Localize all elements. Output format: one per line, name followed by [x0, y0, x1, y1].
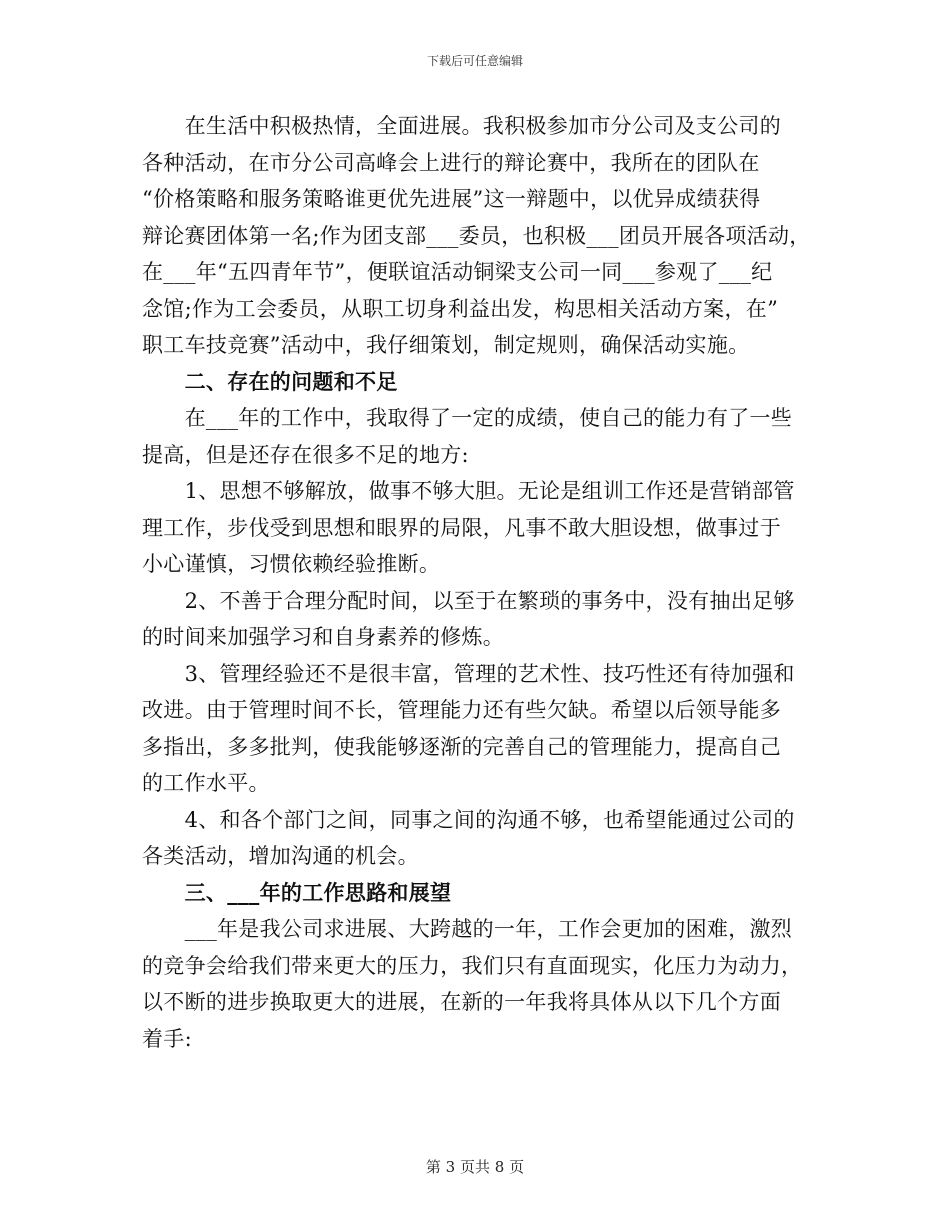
- text-line: 辩论赛团体第一名;作为团支部___委员，也积极___团员开展各项活动，: [142, 223, 811, 248]
- document-body: [142, 108, 812, 1057]
- text-line: 的工作水平。: [142, 771, 270, 795]
- text-line: 提高，但是还存在很多不足的地方:: [142, 442, 469, 467]
- text-line: 4、和各个部门之间，同事之间的沟通不够，也希望能通过公司的: [142, 807, 795, 832]
- text-line: 职工车技竞赛”活动中，我仔细策划，制定规则，确保活动实施。: [142, 333, 750, 357]
- text-line: 理工作，步伐受到思想和眼界的局限，凡事不敢大胆设想，做事过于: [142, 515, 781, 540]
- text-line: 多指出，多多批判，使我能够逐渐的完善自己的管理能力，提高自己: [142, 734, 781, 759]
- text-line: “价格策略和服务策略谁更优先进展”这一辩题中，以优异成绩获得: [142, 187, 761, 211]
- text-line: 念馆;作为工会委员，从职工切身利益出发，构思相关活动方案，在”: [142, 296, 779, 321]
- text-line: 1、思想不够解放，做事不够大胆。无论是组训工作还是营销部管: [142, 479, 795, 503]
- text-line: 着手:: [142, 1026, 192, 1051]
- text-line: 2、不善于合理分配时间，以至于在繁琐的事务中，没有抽出足够: [142, 588, 795, 613]
- text-line: 小心谨慎，习惯依赖经验推断。: [142, 552, 441, 576]
- page-footer: 第 3 页共 8 页: [425, 1158, 525, 1176]
- text-line: 在___年“五四青年节”，便联谊活动铜梁支公司一同___参观了___纪: [142, 260, 773, 284]
- text-line: 在___年的工作中，我取得了一定的成绩，使自己的能力有了一些: [142, 406, 793, 430]
- text-line: 各种活动，在市分公司高峰会上进行的辩论赛中，我所在的团队在: [142, 150, 760, 175]
- text-line: ___年是我公司求进展、大跨越的一年，工作会更加的困难，激烈: [142, 917, 793, 941]
- text-line: 改进。由于管理时间不长，管理能力还有些欠缺。希望以后领导能多: [142, 698, 781, 722]
- section-heading: 三、___年的工作思路和展望: [142, 879, 452, 905]
- text-line: 3、管理经验还不是很丰富，管理的艺术性、技巧性还有待加强和: [142, 661, 795, 686]
- text-line: 在生活中积极热情，全面进展。我积极参加市分公司及支公司的: [142, 114, 781, 138]
- section-heading: 二、存在的问题和不足: [142, 368, 398, 394]
- text-line: 的竞争会给我们带来更大的压力，我们只有直面现实，化压力为动力，: [142, 953, 803, 978]
- text-line: 以不断的进步换取更大的进展，在新的一年我将具体从以下几个方面: [142, 990, 781, 1014]
- text-line: 各类活动，增加沟通的机会。: [142, 844, 419, 868]
- text-line: 的时间来加强学习和自身素养的修炼。: [142, 625, 505, 649]
- page-header: 下载后可任意编辑: [426, 54, 523, 68]
